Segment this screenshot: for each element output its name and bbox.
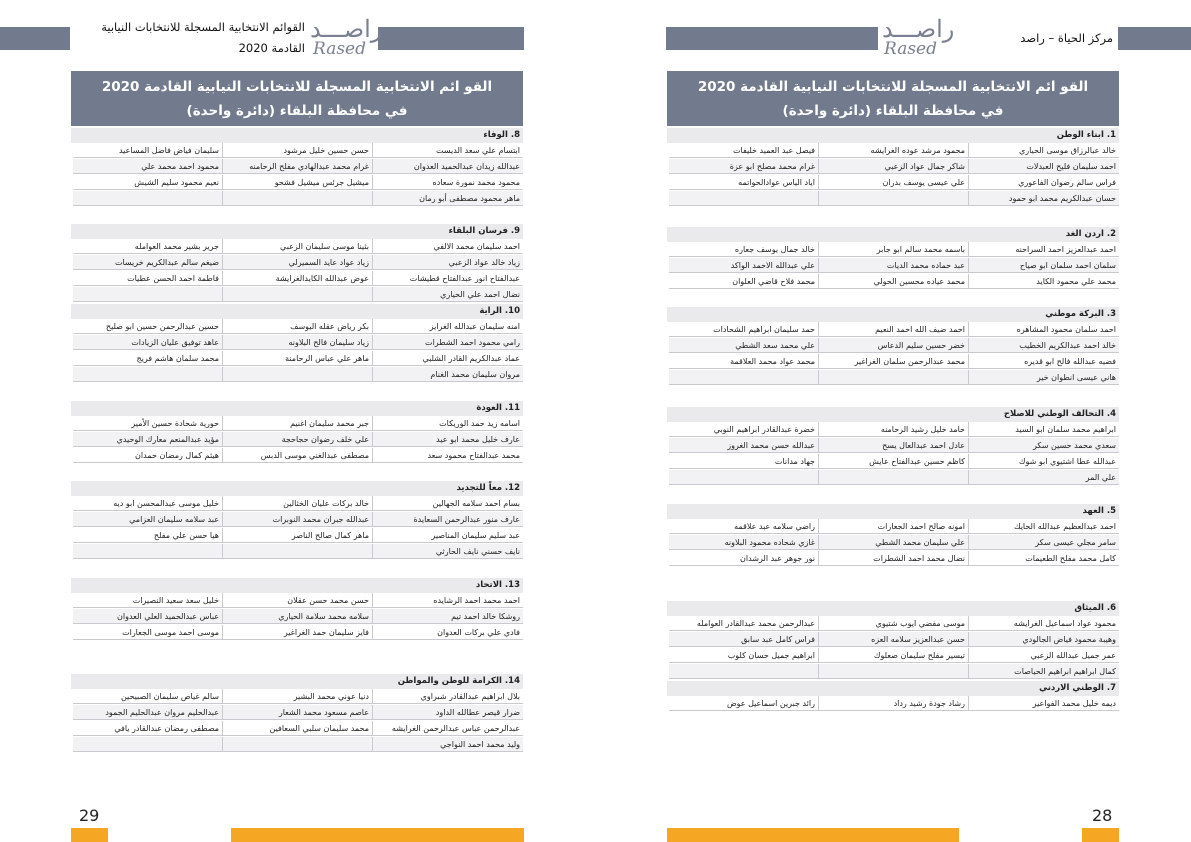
- right-footer-bar-small: [1082, 828, 1119, 842]
- table-row: [71, 496, 523, 511]
- table-row: [667, 519, 1119, 534]
- candidate-cell: خالد احمد عبدالكريم الخطيب: [969, 338, 1119, 353]
- left-logo-english: Rased: [313, 39, 366, 59]
- table-row: [71, 143, 523, 158]
- candidate-cell: علي عبدالله الاحمد الواكد: [669, 258, 819, 273]
- list-title: 14. الكرامة للوطن والمواطن: [71, 674, 523, 689]
- candidate-cell: عبدالله زيدان عبدالحميد العدوان: [373, 159, 523, 174]
- candidate-cell: علي خلف رضوان حجاحجة: [223, 432, 373, 447]
- table-row: [667, 338, 1119, 353]
- table-row: [71, 705, 523, 720]
- list-title: 5. العهد: [667, 504, 1119, 519]
- candidate-cell: غرام محمد عبدالهادي مفلح الرحامنه: [223, 159, 373, 174]
- candidate-cell: [819, 470, 969, 485]
- candidate-cell: مؤيد عبدالمنعم معارك الوحيدي: [73, 432, 223, 447]
- candidate-cell: حامد خليل رشيد الرحامنه: [819, 422, 969, 437]
- candidate-cell: محمد عبدالفتاح محمود سعد: [373, 448, 523, 463]
- candidate-cell: [669, 191, 819, 206]
- candidate-cell: احمد محمد احمد الرشايده: [373, 593, 523, 608]
- candidate-cell: علي عيسى يوسف بدران: [819, 175, 969, 190]
- candidate-cell: امونه صالح احمد الجعارات: [819, 519, 969, 534]
- candidate-cell: علي المر: [969, 470, 1119, 485]
- candidate-cell: علي سليمان محمد الشطي: [819, 535, 969, 550]
- table-row: [667, 664, 1119, 679]
- candidate-cell: [819, 370, 969, 385]
- candidate-cell: مصطفى رمضان عبدالقادر يافي: [73, 721, 223, 736]
- table-row: [667, 274, 1119, 289]
- table-row: [667, 258, 1119, 273]
- table-row: [667, 535, 1119, 550]
- candidate-cell: محمود عواد اسماعيل الغرايشه: [969, 616, 1119, 631]
- candidate-cell: [223, 367, 373, 382]
- table-row: [667, 632, 1119, 647]
- candidate-cell: وليد محمد احمد النواجي: [373, 737, 523, 752]
- candidate-cell: رشاد جودة رشيد رداد: [819, 696, 969, 711]
- table-row: [71, 271, 523, 286]
- candidate-cell: [73, 544, 223, 559]
- candidate-cell: [223, 737, 373, 752]
- list-title: 12. معاً للتجديد: [71, 481, 523, 496]
- candidate-cell: فضيه عبدالله فالح ابو قديره: [969, 354, 1119, 369]
- candidate-cell: سامر مجلي عيسى سكر: [969, 535, 1119, 550]
- candidate-cell: بكر رياض عقله اليوسف: [223, 319, 373, 334]
- candidate-cell: اياد الياس عوادالحواتمه: [669, 175, 819, 190]
- candidate-cell: سلامه محمد سلامة الحياري: [223, 609, 373, 624]
- candidate-cell: ضرار قيصر عطالله الداود: [373, 705, 523, 720]
- left-header-bar-inner: [378, 27, 524, 50]
- candidate-cell: نايف حسني نايف الحارثي: [373, 544, 523, 559]
- table-row: [667, 143, 1119, 158]
- candidate-cell: تيسير مفلح سليمان صعلوك: [819, 648, 969, 663]
- left-banner-subtitle: في محافظة البلقاء (دائرة واحدة): [186, 103, 408, 119]
- table-row: [71, 335, 523, 350]
- candidate-cell: خليل موسى عبدالمحسن ابو ديه: [73, 496, 223, 511]
- candidate-cell: عادل احمد عبدالعال يسح: [819, 438, 969, 453]
- candidate-cell: خالد جمال يوسف جعاره: [669, 242, 819, 257]
- candidate-cell: ديمه خليل محمد الفواعير: [969, 696, 1119, 711]
- table-row: [71, 191, 523, 206]
- candidate-cell: فيصل عبد العميد خليفات: [669, 143, 819, 158]
- candidate-cell: روشكا خالد احمد تيم: [373, 609, 523, 624]
- candidate-cell: غازي شحاده محمود البلاونه: [669, 535, 819, 550]
- table-row: [71, 159, 523, 174]
- candidate-cell: زياد خالد عواد الزعبي: [373, 255, 523, 270]
- candidate-cell: رائد جبرين اسماعيل عوض: [669, 696, 819, 711]
- table-row: [667, 454, 1119, 469]
- table-row: [71, 367, 523, 382]
- candidate-cell: ماهر كمال صالح الناصر: [223, 528, 373, 543]
- candidate-cell: كمال ابراهيم ابراهيم الحياصات: [969, 664, 1119, 679]
- table-row: [667, 159, 1119, 174]
- list-title: 1. ابناء الوطن: [667, 128, 1119, 143]
- left-header-title-line1: القوائم الانتخابية المسجلة للانتخابات النيابية: [101, 20, 305, 34]
- table-row: [71, 593, 523, 608]
- candidate-cell: احمد سليمان محمد الالفي: [373, 239, 523, 254]
- table-row: [667, 438, 1119, 453]
- table-row: [71, 448, 523, 463]
- candidate-cell: دنيا عوني محمد البشير: [223, 689, 373, 704]
- table-row: [71, 512, 523, 527]
- candidate-cell: عارف خليل محمد ابو عيد: [373, 432, 523, 447]
- left-page-number: 29: [79, 806, 100, 825]
- candidate-cell: [223, 287, 373, 302]
- left-header-title-line2: القادمة 2020: [238, 41, 305, 55]
- candidate-cell: عمر جميل عبدالله الزعبي: [969, 648, 1119, 663]
- candidate-cell: اسامه زيد حمد الوريكات: [373, 416, 523, 431]
- candidate-cell: جهاد مدانات: [669, 454, 819, 469]
- candidate-cell: نعيم محمود سليم الشيش: [73, 175, 223, 190]
- left-banner: [71, 71, 523, 126]
- candidate-cell: نضال محمد احمد الشطرات: [819, 551, 969, 566]
- list-title: 6. الميثاق: [667, 601, 1119, 616]
- candidate-cell: بثينا موسى سليمان الزعبي: [223, 239, 373, 254]
- candidate-cell: ابتسام علي سعد الديست: [373, 143, 523, 158]
- candidate-cell: زياد عواد عايد السميرلي: [223, 255, 373, 270]
- candidate-cell: احمد سلمان محمود المشاهره: [969, 322, 1119, 337]
- candidate-cell: محمود محمد نمورة سعاده: [373, 175, 523, 190]
- candidate-cell: محمد علي محمود الكايد: [969, 274, 1119, 289]
- candidate-cell: عبدالله حسن محمد الغروز: [669, 438, 819, 453]
- candidate-cell: حسين عبدالرحمن حسين ابو صليح: [73, 319, 223, 334]
- candidate-cell: خضر حسين سليم الدعاس: [819, 338, 969, 353]
- candidate-cell: ابراهيم جميل حسان كلوب: [669, 648, 819, 663]
- table-row: [71, 689, 523, 704]
- right-logo-english: Rased: [884, 39, 937, 59]
- candidate-cell: [73, 191, 223, 206]
- table-row: [71, 737, 523, 752]
- left-page-content: [71, 71, 523, 761]
- table-row: [71, 432, 523, 447]
- list-title: 8. الوفاء: [71, 128, 523, 143]
- candidate-cell: عبد سلامه سليمان العزامي: [73, 512, 223, 527]
- candidate-cell: عبدالله عطا اشتيوي ابو شوك: [969, 454, 1119, 469]
- right-header-org: مركز الحياة – راصد: [1020, 31, 1113, 45]
- candidate-cell: [73, 367, 223, 382]
- candidate-cell: زياد سليمان فالح البلاونه: [223, 335, 373, 350]
- table-row: [667, 551, 1119, 566]
- candidate-cell: [73, 287, 223, 302]
- candidate-cell: عماد عبدالكريم القادر الشلبي: [373, 351, 523, 366]
- candidate-cell: موسى مفضي ايوب شتيوي: [819, 616, 969, 631]
- candidate-cell: احمد عبدالعظيم عبدالله الحايك: [969, 519, 1119, 534]
- candidate-cell: هاني عيسى انطوان خير: [969, 370, 1119, 385]
- right-footer-bar-large: [667, 828, 959, 842]
- candidate-cell: احمد ضيف الله احمد النعيم: [819, 322, 969, 337]
- candidate-cell: ضيغم سالم عبدالكريم خريسات: [73, 255, 223, 270]
- candidate-cell: غرام محمد مصلح ابو عزة: [669, 159, 819, 174]
- candidate-cell: جرير بشير محمد العوامله: [73, 239, 223, 254]
- candidate-cell: محمد عبدالرحمن سلمان الغراغير: [819, 354, 969, 369]
- candidate-cell: عبدالحليم مروان عبدالحليم الجمود: [73, 705, 223, 720]
- table-row: [71, 319, 523, 334]
- candidate-cell: حسن حسين خليل مرشود: [223, 143, 373, 158]
- candidate-cell: علي محمد سعد الشطي: [669, 338, 819, 353]
- candidate-cell: خالد بركات عليان الخثالين: [223, 496, 373, 511]
- candidate-cell: محمود احمد محمد علي: [73, 159, 223, 174]
- candidate-cell: محمد سليمان سلبي السعافين: [223, 721, 373, 736]
- candidate-cell: [223, 544, 373, 559]
- table-row: [71, 544, 523, 559]
- list-title: 2. اردن الغد: [667, 227, 1119, 242]
- candidate-cell: فراس سالم رضوان الفاعوري: [969, 175, 1119, 190]
- candidate-cell: حمد سليمان ابراهيم الشحادات: [669, 322, 819, 337]
- right-header-bar-inner: [666, 27, 878, 50]
- left-footer-bar-large: [231, 828, 524, 842]
- candidate-cell: مروان سليمان محمد الغنام: [373, 367, 523, 382]
- candidate-cell: خليل سعد سعيد النصيرات: [73, 593, 223, 608]
- right-banner: [667, 71, 1119, 126]
- candidate-cell: [669, 370, 819, 385]
- table-row: [667, 354, 1119, 369]
- candidate-cell: نور جوهر عبد الرشدان: [669, 551, 819, 566]
- list-title: 13. الاتحاد: [71, 578, 523, 593]
- table-row: [71, 175, 523, 190]
- left-footer-bar-small: [71, 828, 108, 842]
- left-logo-arabic: راصـــد: [310, 15, 383, 43]
- candidate-cell: بسام احمد سلامه الجهالين: [373, 496, 523, 511]
- candidate-cell: فراس كامل عبد سابق: [669, 632, 819, 647]
- candidate-cell: ميشيل جرئس ميشيل فشحو: [223, 175, 373, 190]
- candidate-cell: فاطمة احمد الحسن عطيات: [73, 271, 223, 286]
- candidate-cell: هيثم كمال رمضان حمدان: [73, 448, 223, 463]
- list-title: 3. البركة موطني: [667, 307, 1119, 322]
- candidate-cell: عبدالفتاح انور عبدالفتاح قطيشات: [373, 271, 523, 286]
- table-row: [667, 370, 1119, 385]
- candidate-cell: سلمان احمد سلمان ابو صياح: [969, 258, 1119, 273]
- table-row: [667, 648, 1119, 663]
- candidate-cell: رامي محمود احمد الشطرات: [373, 335, 523, 350]
- candidate-cell: بلال ابراهيم عبدالقادر شبراوي: [373, 689, 523, 704]
- candidate-cell: احمد سليمان فليح العبدلات: [969, 159, 1119, 174]
- table-row: [71, 528, 523, 543]
- candidate-cell: وهيبة محمود فياض الجالودي: [969, 632, 1119, 647]
- left-banner-title: القو ائم الانتخابية المسجلة للانتخابات النيابية القادمة 2020: [101, 79, 493, 95]
- candidate-cell: محمد عياده محسين الحولي: [819, 274, 969, 289]
- candidate-cell: محمد فلاح قاضي العلوان: [669, 274, 819, 289]
- candidate-cell: حورية شحادة حسين الأمير: [73, 416, 223, 431]
- table-row: [71, 416, 523, 431]
- candidate-cell: فايز سليمان حمد الغراغير: [223, 625, 373, 640]
- table-row: [667, 696, 1119, 711]
- table-row: [71, 255, 523, 270]
- candidate-cell: [223, 191, 373, 206]
- candidate-cell: مصطفى عبدالغني موسى الدبس: [223, 448, 373, 463]
- candidate-cell: عبدالله جبران محمد النوبرات: [223, 512, 373, 527]
- table-row: [71, 625, 523, 640]
- candidate-cell: عبدالرحمن محمد عبدالقادر العوامله: [669, 616, 819, 631]
- candidate-cell: حسان عبدالكريم محمد ابو حمود: [969, 191, 1119, 206]
- right-header-bar-outer: [1118, 27, 1191, 50]
- table-row: [667, 422, 1119, 437]
- candidate-cell: امنه سليمان عبدالله الغرايز: [373, 319, 523, 334]
- candidate-cell: شاكر جمال عواد الزعبي: [819, 159, 969, 174]
- list-title: 10. الراية: [71, 304, 523, 319]
- candidate-cell: سالم غياص سليمان الصبيحين: [73, 689, 223, 704]
- candidate-cell: محمود مرشد عوده الغرايشه: [819, 143, 969, 158]
- candidate-cell: هيا حسن علي مفلح: [73, 528, 223, 543]
- candidate-cell: حسن محمد حسن عقلان: [223, 593, 373, 608]
- list-title: 9. فرسان البلقاء: [71, 224, 523, 239]
- candidate-cell: راضي سلامه عبد علاقمه: [669, 519, 819, 534]
- list-title: 11. العودة: [71, 401, 523, 416]
- candidate-cell: خضرة عبدالقادر ابراهيم النوبي: [669, 422, 819, 437]
- candidate-cell: خالد عبالرزاق موسى الحياري: [969, 143, 1119, 158]
- candidate-cell: محمد سلمان هاشم فريج: [73, 351, 223, 366]
- list-title: 7. الوطني الاردني: [667, 681, 1119, 696]
- table-row: [667, 616, 1119, 631]
- table-row: [667, 175, 1119, 190]
- table-row: [71, 351, 523, 366]
- candidate-cell: موسى احمد موسى الجعارات: [73, 625, 223, 640]
- candidate-cell: عبد حماده محمد الديات: [819, 258, 969, 273]
- candidate-cell: فادي علي بركات العدوان: [373, 625, 523, 640]
- candidate-cell: عبد سليم سليمان المناصير: [373, 528, 523, 543]
- right-page-number: 28: [1092, 806, 1113, 825]
- candidate-cell: عباس عبدالحميد العلي العدوان: [73, 609, 223, 624]
- candidate-cell: احمد عبدالعزيز احمد السراحنه: [969, 242, 1119, 257]
- candidate-cell: كاظم حسين عبدالفتاح عايش: [819, 454, 969, 469]
- candidate-cell: محمد عواد محمد العلاقمة: [669, 354, 819, 369]
- candidate-cell: عاصم مسعود محمد الشعار: [223, 705, 373, 720]
- candidate-cell: [819, 664, 969, 679]
- candidate-cell: ابراهيم محمد سلمان ابو السيد: [969, 422, 1119, 437]
- candidate-cell: عوض عبدالله الكايدالغرايشة: [223, 271, 373, 286]
- candidate-cell: سليمان فياض فاضل المساعيد: [73, 143, 223, 158]
- left-header-bar-outer: [0, 27, 70, 50]
- right-logo-arabic: راصـــد: [882, 15, 955, 43]
- candidate-cell: باسمه محمد سالم ابو جابر: [819, 242, 969, 257]
- table-row: [667, 322, 1119, 337]
- candidate-cell: سعدي محمد حسين سكر: [969, 438, 1119, 453]
- candidate-cell: ماهر محمود مصطفى أبو رمان: [373, 191, 523, 206]
- table-row: [667, 191, 1119, 206]
- candidate-cell: [669, 664, 819, 679]
- candidate-cell: [669, 470, 819, 485]
- right-banner-subtitle: في محافظة البلقاء (دائرة واحدة): [782, 103, 1004, 119]
- right-page-content: [667, 71, 1119, 761]
- candidate-cell: حسن عبدالعزيز سلامه العزه: [819, 632, 969, 647]
- candidate-cell: [73, 737, 223, 752]
- candidate-cell: ماهر علي عباس الرحامنة: [223, 351, 373, 366]
- candidate-cell: [819, 191, 969, 206]
- table-row: [71, 239, 523, 254]
- list-title: 4. التحالف الوطني للاصلاح: [667, 407, 1119, 422]
- candidate-cell: جبر محمد سليمان اغنيم: [223, 416, 373, 431]
- candidate-cell: عارف منور عبدالرحمن السعايدة: [373, 512, 523, 527]
- candidate-cell: كامل محمد مفلح الطعيمات: [969, 551, 1119, 566]
- right-banner-title: القو ائم الانتخابية المسجلة للانتخابات النيابية القادمة 2020: [697, 79, 1089, 95]
- table-row: [71, 609, 523, 624]
- candidate-cell: نضال احمد علي الحياري: [373, 287, 523, 302]
- table-row: [667, 470, 1119, 485]
- candidate-cell: عاهد توفيق عليان الزيادات: [73, 335, 223, 350]
- table-row: [71, 721, 523, 736]
- candidate-cell: عبدالرحمن عباس عبدالرحمن الغرايشه: [373, 721, 523, 736]
- table-row: [71, 287, 523, 302]
- table-row: [667, 242, 1119, 257]
